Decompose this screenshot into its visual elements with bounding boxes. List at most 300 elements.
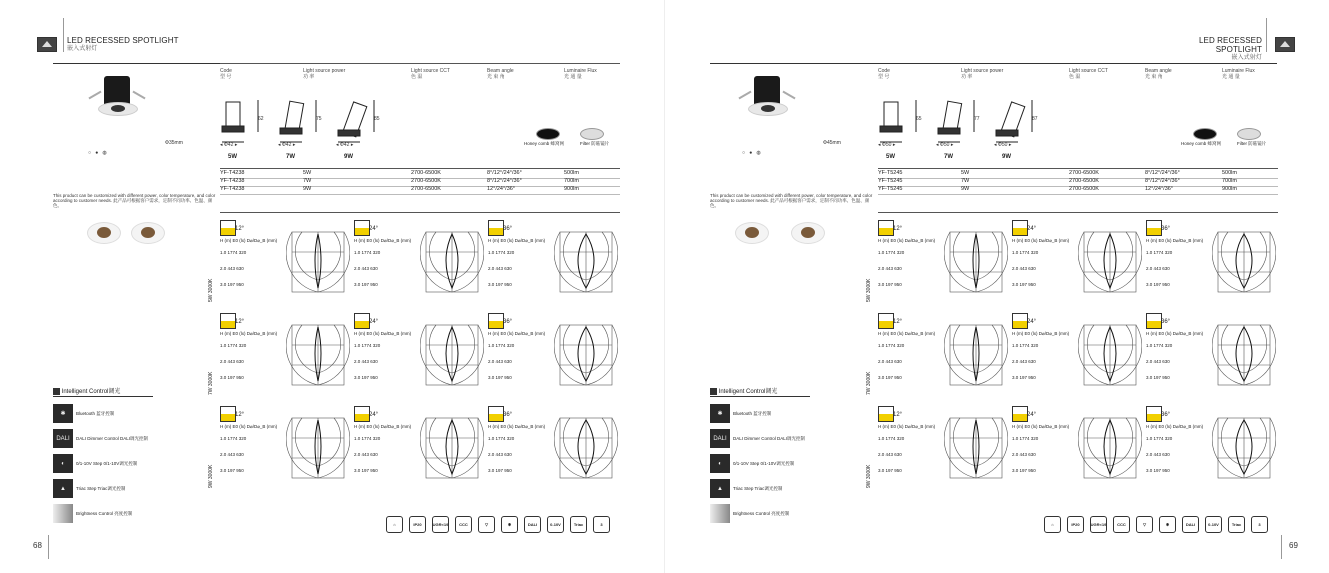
photometric-panel [1012, 313, 1146, 395]
beam-angle-label: 36° [1161, 226, 1171, 232]
polar-diagram [1212, 323, 1276, 391]
page-number: 68 [33, 541, 42, 550]
height-label: 87 [1032, 116, 1038, 122]
beam-angle-label: 24° [369, 226, 379, 232]
power-label: 5W [886, 154, 895, 160]
table-header: H (m) E0 (lx) D⌀/D⌀_B (mm) [488, 331, 546, 336]
control-rule [710, 396, 810, 397]
beam-angle-label: 12° [893, 412, 903, 418]
beam-angle-label: 12° [893, 319, 903, 325]
photometric-panel [878, 220, 1012, 302]
power-label: 5W [228, 154, 237, 160]
col-beam: Beam angle 光 束 角 [487, 68, 514, 80]
table-header: H (m) E0 (lx) D⌀/D⌀_B (mm) [354, 424, 412, 429]
table-cell: YF-T5245 [878, 186, 903, 192]
beam-angle-label: 12° [235, 412, 245, 418]
beam-icon [354, 313, 370, 329]
photometric-panel [1012, 220, 1146, 302]
control-label: Triac Step Triac调光控制 [76, 486, 126, 491]
lamp-drawing-5w [220, 98, 270, 148]
title-cn: 嵌入式射灯 [67, 46, 98, 52]
table-row: 3.0 197 950 [488, 375, 512, 380]
color-options [88, 150, 107, 156]
control-title: Intelligent Control调光 [710, 386, 777, 395]
diameter-dim-label: ◂ Φ42 ▸ [278, 142, 296, 148]
table-cell: YF-T5245 [878, 170, 903, 176]
col-rule [220, 63, 620, 64]
table-cell: 700lm [564, 178, 579, 184]
accessory-label: Honey comb 蜂窝网 [1181, 141, 1222, 146]
bluetooth-icon: ✱ [710, 404, 730, 423]
diameter-label: Φ35mm [165, 140, 183, 146]
beam-angle-label: 36° [1161, 412, 1171, 418]
dali-icon: DALI [53, 429, 73, 448]
beam-angle-label: 24° [1027, 226, 1037, 232]
table-row: 3.0 197 950 [1146, 282, 1170, 287]
table-cell: 9W [961, 186, 970, 192]
table-row: 1.0 1774 320 [220, 436, 247, 441]
polar-diagram [1212, 416, 1276, 484]
beam-icon [1146, 220, 1162, 236]
accessory-label: Filter 防眩镜片 [580, 141, 610, 146]
lamp-drawing-5w [878, 98, 928, 148]
table-header: H (m) E0 (lx) D⌀/D⌀_B (mm) [220, 424, 278, 429]
control-label: DALI Dimmer Control DALI调光控制 [733, 436, 806, 441]
table-cell: 500lm [564, 170, 579, 176]
polar-diagram [420, 416, 484, 484]
table-row: 3.0 197 950 [1146, 468, 1170, 473]
control-label: Triac Step Triac调光控制 [733, 486, 783, 491]
lamp-drawing-7w [278, 98, 328, 148]
table-row: 2.0 443 630 [1146, 359, 1170, 364]
table-row: 1.0 1774 320 [220, 343, 247, 348]
table-row: 2.0 443 630 [1012, 359, 1036, 364]
description: This product can be customized with different power, color temperature, and color according to customer needs. 此产品可根据客户需求，定制不同功率、色温、颜色。 [710, 193, 873, 208]
table-row: 3.0 197 950 [488, 468, 512, 473]
table-row: 1.0 1774 320 [354, 436, 381, 441]
footer-rule [48, 535, 49, 559]
triac-icon: ▲ [710, 479, 730, 498]
cert-icon: ✱ [501, 516, 518, 533]
cert-icon: 0-10V [1205, 516, 1222, 533]
table-row: 1.0 1774 320 [878, 250, 905, 255]
table-row: 3.0 197 950 [354, 468, 378, 473]
table-row: 3.0 197 950 [1012, 282, 1036, 287]
control-rule [53, 396, 153, 397]
height-label: 85 [374, 116, 380, 122]
beam-angle-label: 24° [1027, 412, 1037, 418]
table-header: H (m) E0 (lx) D⌀/D⌀_B (mm) [354, 238, 412, 243]
cutout-image-1 [87, 222, 121, 244]
photometric-panel [488, 313, 622, 395]
title-en: LED RECESSED SPOTLIGHT [1199, 36, 1262, 54]
table-row: 3.0 197 950 [1012, 375, 1036, 380]
table-header: H (m) E0 (lx) D⌀/D⌀_B (mm) [1146, 238, 1204, 243]
beam-icon [488, 220, 504, 236]
table-cell: 12°/24°/36° [1145, 186, 1174, 192]
table-cell: 900lm [1222, 186, 1237, 192]
polar-diagram [420, 323, 484, 391]
table-cell: 900lm [564, 186, 579, 192]
photometric-panel [354, 313, 488, 395]
table-row: 2.0 443 630 [354, 359, 378, 364]
table-cell: 2700-6500K [1069, 178, 1099, 184]
cert-icon: UGR<19 [1090, 516, 1107, 533]
table-header: H (m) E0 (lx) D⌀/D⌀_B (mm) [878, 331, 936, 336]
table-cell: 2700-6500K [1069, 170, 1099, 176]
table-row: 2.0 443 630 [878, 266, 902, 271]
beam-icon [1012, 406, 1028, 422]
table-header: H (m) E0 (lx) D⌀/D⌀_B (mm) [354, 331, 412, 336]
control-label: Brightness Control 亮度控制 [733, 511, 790, 516]
accessory-label: Filter 防眩镜片 [1237, 141, 1267, 146]
table-row: 1.0 1774 320 [878, 436, 905, 441]
table-cell: 12°/24°/36° [487, 186, 516, 192]
polar-diagram [1078, 323, 1142, 391]
top-rule [710, 63, 1277, 64]
cert-icon: ▽ [1136, 516, 1153, 533]
page-number: 69 [1289, 541, 1298, 550]
photometric-panel [354, 220, 488, 302]
polar-diagram [1078, 230, 1142, 298]
col-code: Code 型 号 [220, 68, 232, 80]
photometric-panel [1012, 406, 1146, 488]
color-dot-grey: ◍ [756, 150, 761, 156]
table-row: 3.0 197 950 [220, 468, 244, 473]
color-options [742, 150, 761, 156]
control-label: Brightness Control 亮度控制 [76, 511, 133, 516]
col-power: Light source power 功 率 [303, 68, 346, 80]
table-cell: YF-T5245 [878, 178, 903, 184]
power-label: 9W [344, 154, 353, 160]
col-cct: Light source CCT 色 温 [411, 68, 450, 80]
color-dot-white: ○ [742, 150, 746, 156]
diameter-dim-label: ◂ Φ42 ▸ [336, 142, 354, 148]
photometric-panel [1146, 406, 1280, 488]
table-row: 2.0 443 630 [1012, 452, 1036, 457]
beam-angle-label: 12° [235, 226, 245, 232]
table-row: 1.0 1774 320 [1146, 436, 1173, 441]
table-header: H (m) E0 (lx) D⌀/D⌀_B (mm) [878, 238, 936, 243]
control-label: 0/1-10V Step 0/1-10V调光控制 [76, 461, 138, 466]
photometric-panel [1146, 313, 1280, 395]
color-dot-black: ● [749, 150, 753, 156]
photometric-panel [878, 313, 1012, 395]
table-cell: 2700-6500K [1069, 186, 1099, 192]
table-header: H (m) E0 (lx) D⌀/D⌀_B (mm) [1146, 424, 1204, 429]
cert-icon: 3 [1251, 516, 1268, 533]
cert-icon: 3 [593, 516, 610, 533]
photometric-panel [488, 220, 622, 302]
color-dot-grey: ◍ [102, 150, 107, 156]
table-row: 2.0 443 630 [488, 266, 512, 271]
beam-angle-label: 36° [503, 319, 513, 325]
cert-icon: 0-10V [547, 516, 564, 533]
color-dot-white: ○ [88, 150, 92, 156]
header-rule [1266, 18, 1267, 52]
dali-icon: DALI [710, 429, 730, 448]
table-row: 1.0 1774 320 [1012, 250, 1039, 255]
diameter-dim-label: ◂ Φ50 ▸ [936, 142, 954, 148]
height-label: 77 [974, 116, 980, 122]
col-beam: Beam angle 光 束 角 [1145, 68, 1172, 80]
description: This product can be customized with different power, color temperature, and color according to customer needs. 此产品可根据客户需求，定制不同功率、色温、颜色。 [53, 193, 216, 208]
table-row: 3.0 197 950 [220, 282, 244, 287]
photometric-panel [1146, 220, 1280, 302]
table-row: 1.0 1774 320 [1146, 250, 1173, 255]
control-bullet-icon [53, 388, 60, 395]
height-label: 75 [316, 116, 322, 122]
table-row: 2.0 443 630 [1146, 452, 1170, 457]
photometric-panel [488, 406, 622, 488]
cert-icon: ✱ [1159, 516, 1176, 533]
lamp-drawing-9w [336, 98, 386, 148]
table-row: 3.0 197 950 [1012, 468, 1036, 473]
cutout-image-2 [131, 222, 165, 244]
brand-logo-icon [37, 37, 57, 52]
table-header: H (m) E0 (lx) D⌀/D⌀_B (mm) [1012, 424, 1070, 429]
power-label: 7W [944, 154, 953, 160]
table-row: 1.0 1774 320 [354, 250, 381, 255]
polar-diagram [1212, 230, 1276, 298]
beam-icon [354, 220, 370, 236]
table-row: 1.0 1774 320 [878, 343, 905, 348]
photometric-panel [220, 220, 354, 302]
table-row: 3.0 197 950 [488, 282, 512, 287]
table-cell: 500lm [1222, 170, 1237, 176]
table-cell: 9W [303, 186, 312, 192]
table-row: 2.0 443 630 [488, 359, 512, 364]
control-label: 0/1-10V Step 0/1-10V调光控制 [733, 461, 795, 466]
col-flux: Luminaire Flux 光 通 量 [1222, 68, 1255, 80]
beam-icon [488, 313, 504, 329]
table-header: H (m) E0 (lx) D⌀/D⌀_B (mm) [1012, 331, 1070, 336]
table-cell: 2700-6500K [411, 170, 441, 176]
height-label: 62 [258, 116, 264, 122]
table-cell: 700lm [1222, 178, 1237, 184]
table-cell: YF-T4238 [220, 186, 245, 192]
col-cct: Light source CCT 色 温 [1069, 68, 1108, 80]
beam-icon [220, 313, 236, 329]
photometric-row-label: 9W 3000K [866, 464, 872, 488]
cert-icon: CCC [455, 516, 472, 533]
table-row: 3.0 197 950 [878, 375, 902, 380]
table-header: H (m) E0 (lx) D⌀/D⌀_B (mm) [488, 238, 546, 243]
beam-icon [878, 313, 894, 329]
right-page [665, 0, 1329, 573]
cert-icon: IP20 [409, 516, 426, 533]
table-row: 1.0 1774 320 [488, 250, 515, 255]
beam-angle-label: 24° [1027, 319, 1037, 325]
footer-rule [1281, 535, 1282, 559]
control-label: Bluetooth 蓝牙控制 [733, 411, 772, 416]
table-row: 3.0 197 950 [878, 468, 902, 473]
product-image [740, 76, 796, 126]
cutout-image-1 [735, 222, 769, 244]
table-row: 3.0 197 950 [354, 282, 378, 287]
table-row: 1.0 1774 320 [220, 250, 247, 255]
col-flux: Luminaire Flux 光 通 量 [564, 68, 597, 80]
left-page [0, 0, 664, 573]
table-header: H (m) E0 (lx) D⌀/D⌀_B (mm) [1146, 331, 1204, 336]
polar-diagram [944, 323, 1008, 391]
cert-icon: CCC [1113, 516, 1130, 533]
table-cell: 8°/12°/24°/36° [487, 170, 522, 176]
table-cell: 5W [303, 170, 312, 176]
triac-icon: ▲ [53, 479, 73, 498]
beam-angle-label: 24° [369, 412, 379, 418]
table-row: 1.0 1774 320 [488, 436, 515, 441]
diameter-label: Φ45mm [823, 140, 841, 146]
table-row: 3.0 197 950 [878, 282, 902, 287]
cert-icon: UGR<19 [432, 516, 449, 533]
table-cell: YF-T4238 [220, 170, 245, 176]
table-row: 2.0 443 630 [220, 452, 244, 457]
color-dot-black: ● [95, 150, 99, 156]
table-row: 3.0 197 950 [220, 375, 244, 380]
power-label: 7W [286, 154, 295, 160]
cert-icon: ⌂ [1044, 516, 1061, 533]
polar-diagram [944, 416, 1008, 484]
polar-diagram [554, 416, 618, 484]
table-row: 1.0 1774 320 [354, 343, 381, 348]
table-cell: 5W [961, 170, 970, 176]
photometric-panel [354, 406, 488, 488]
table-row: 2.0 443 630 [878, 452, 902, 457]
beam-icon [220, 220, 236, 236]
lamp-drawing-7w [936, 98, 986, 148]
diameter-dim-label: ◂ Φ50 ▸ [994, 142, 1012, 148]
title-en: LED RECESSED SPOTLIGHT [67, 36, 179, 45]
beam-icon [1146, 406, 1162, 422]
table-row: 2.0 443 630 [354, 452, 378, 457]
table-row: 3.0 197 950 [354, 375, 378, 380]
table-cell: 8°/12°/24°/36° [1145, 170, 1180, 176]
table-row: 1.0 1774 320 [1146, 343, 1173, 348]
cert-icon: DALI [1182, 516, 1199, 533]
bluetooth-icon: ✱ [53, 404, 73, 423]
beam-icon [1146, 313, 1162, 329]
cert-icon: ▽ [478, 516, 495, 533]
polar-diagram [1078, 416, 1142, 484]
photometric-row-label: 7W 3000K [866, 371, 872, 395]
control-label: Bluetooth 蓝牙控制 [76, 411, 115, 416]
photometric-row-label: 5W 3000K [208, 278, 214, 302]
table-row: 2.0 443 630 [878, 359, 902, 364]
cert-icon: Triac [1228, 516, 1245, 533]
diameter-dim-label: ◂ Φ50 ▸ [878, 142, 896, 148]
table-cell: 7W [303, 178, 312, 184]
table-cell: 7W [961, 178, 970, 184]
dimmer-icon: ◐ [710, 454, 730, 473]
table-header: H (m) E0 (lx) D⌀/D⌀_B (mm) [878, 424, 936, 429]
beam-angle-label: 36° [1161, 319, 1171, 325]
power-label: 9W [1002, 154, 1011, 160]
cutout-image-2 [791, 222, 825, 244]
beam-icon [1012, 313, 1028, 329]
accessory-label: Honey comb 蜂窝网 [524, 141, 565, 146]
table-header: H (m) E0 (lx) D⌀/D⌀_B (mm) [220, 238, 278, 243]
photometric-panel [220, 313, 354, 395]
table-row: 1.0 1774 320 [488, 343, 515, 348]
photometric-row-label: 9W 3000K [208, 464, 214, 488]
beam-icon [488, 406, 504, 422]
diameter-dim-label: ◂ Φ42 ▸ [220, 142, 238, 148]
brightness-icon [53, 504, 73, 523]
table-cell: 2700-6500K [411, 178, 441, 184]
polar-diagram [554, 230, 618, 298]
table-cell: YF-T4238 [220, 178, 245, 184]
cert-icon: DALI [524, 516, 541, 533]
polar-diagram [554, 323, 618, 391]
product-image [90, 76, 146, 126]
photometric-panel [878, 406, 1012, 488]
header-rule [63, 18, 64, 52]
col-power: Light source power 功 率 [961, 68, 1004, 80]
photometric-panel [220, 406, 354, 488]
polar-diagram [286, 230, 350, 298]
beam-icon [220, 406, 236, 422]
table-row: 2.0 443 630 [354, 266, 378, 271]
table-row: 2.0 443 630 [1146, 266, 1170, 271]
table-row: 1.0 1774 320 [1012, 343, 1039, 348]
beam-angle-label: 36° [503, 226, 513, 232]
col-code: Code 型 号 [878, 68, 890, 80]
cert-icon: IP20 [1067, 516, 1084, 533]
polar-diagram [420, 230, 484, 298]
table-row: 3.0 197 950 [1146, 375, 1170, 380]
table-header: H (m) E0 (lx) D⌀/D⌀_B (mm) [220, 331, 278, 336]
table-row: 2.0 443 630 [1012, 266, 1036, 271]
table-row: 2.0 443 630 [220, 266, 244, 271]
beam-angle-label: 36° [503, 412, 513, 418]
beam-icon [878, 220, 894, 236]
beam-icon [354, 406, 370, 422]
beam-icon [878, 406, 894, 422]
polar-diagram [286, 416, 350, 484]
beam-angle-label: 12° [235, 319, 245, 325]
brightness-icon [710, 504, 730, 523]
table-header: H (m) E0 (lx) D⌀/D⌀_B (mm) [488, 424, 546, 429]
table-row: 2.0 443 630 [220, 359, 244, 364]
brand-logo-icon [1275, 37, 1295, 52]
beam-angle-label: 24° [369, 319, 379, 325]
table-cell: 2700-6500K [411, 186, 441, 192]
photometric-row-label: 5W 3000K [866, 278, 872, 302]
cert-icon: Triac [570, 516, 587, 533]
lamp-drawing-9w [994, 98, 1044, 148]
control-bullet-icon [710, 388, 717, 395]
photometric-row-label: 7W 3000K [208, 371, 214, 395]
table-cell: 8°/12°/24°/36° [487, 178, 522, 184]
cert-icon: ⌂ [386, 516, 403, 533]
control-title: Intelligent Control调光 [53, 386, 120, 395]
polar-diagram [944, 230, 1008, 298]
height-label: 65 [916, 116, 922, 122]
header-title [1155, 36, 1262, 63]
table-row: 1.0 1774 320 [1012, 436, 1039, 441]
title-cn: 嵌入式射灯 [1231, 55, 1262, 61]
beam-angle-label: 12° [893, 226, 903, 232]
beam-icon [1012, 220, 1028, 236]
polar-diagram [286, 323, 350, 391]
control-label: DALI Dimmer Control DALI调光控制 [76, 436, 149, 441]
table-header: H (m) E0 (lx) D⌀/D⌀_B (mm) [1012, 238, 1070, 243]
table-row: 2.0 443 630 [488, 452, 512, 457]
header-title [67, 36, 179, 54]
table-cell: 8°/12°/24°/36° [1145, 178, 1180, 184]
dimmer-icon: ◐ [53, 454, 73, 473]
